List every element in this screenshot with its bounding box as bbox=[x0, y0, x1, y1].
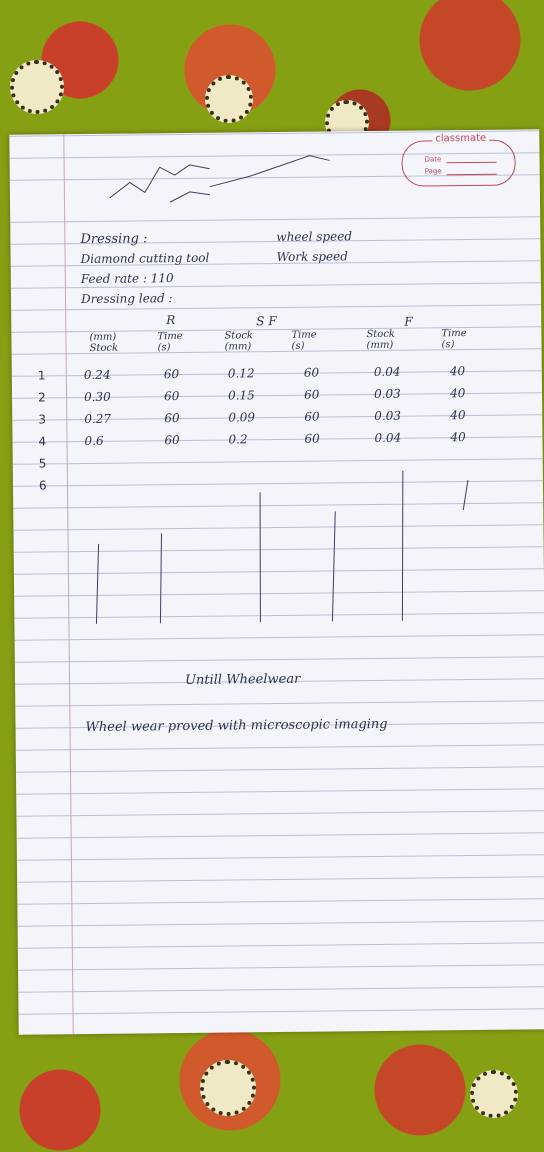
cell-sf-time: 60 bbox=[303, 387, 320, 402]
group-f: F bbox=[404, 314, 413, 329]
row-number: 6 bbox=[38, 478, 47, 493]
flower-pattern bbox=[205, 75, 253, 123]
cell-sf-time: 60 bbox=[304, 431, 320, 446]
feed-rate-line: Feed rate : 110 bbox=[80, 271, 174, 287]
cell-sf-stock: 0.12 bbox=[227, 366, 255, 381]
cell-r-stock: 0.27 bbox=[84, 411, 112, 427]
notebook-page bbox=[9, 129, 544, 1035]
col-head-sf-time: Time (s) bbox=[291, 329, 317, 352]
page-field-label: Page bbox=[424, 167, 442, 176]
cell-f-time: 40 bbox=[449, 364, 466, 379]
classmate-logo bbox=[401, 132, 515, 187]
col-head-sf-stock: Stock (mm) bbox=[224, 330, 254, 353]
note-wheel-wear-imaging: Wheel wear proved with microscopic imaging bbox=[85, 716, 388, 736]
flower-pattern bbox=[200, 1060, 256, 1116]
dressing-lead-line: Dressing lead : bbox=[80, 291, 173, 307]
dressing-heading: Dressing : bbox=[80, 231, 148, 248]
cell-r-time: 60 bbox=[164, 433, 180, 448]
cell-f-stock: 0.04 bbox=[374, 430, 402, 445]
group-r: R bbox=[166, 313, 176, 328]
cell-f-time: 40 bbox=[450, 408, 466, 423]
flower-pattern bbox=[10, 60, 64, 114]
continuation-marks bbox=[13, 449, 544, 635]
mountain-doodle bbox=[99, 145, 360, 208]
cell-sf-stock: 0.15 bbox=[227, 388, 255, 403]
row-number: 5 bbox=[38, 456, 47, 471]
col-head-r-time: Time (s) bbox=[157, 330, 183, 354]
cell-f-stock: 0.03 bbox=[374, 408, 402, 423]
flower-pattern bbox=[470, 1070, 518, 1118]
row-number: 1 bbox=[37, 368, 46, 383]
wheel-speed-line: wheel speed bbox=[276, 229, 353, 245]
cell-f-stock: 0.04 bbox=[373, 364, 401, 379]
col-head-f-time: Time (s) bbox=[441, 328, 467, 351]
cell-r-stock: 0.24 bbox=[83, 367, 111, 383]
cell-r-stock: 0.30 bbox=[83, 389, 111, 405]
note-until-wheelwear: Untill Wheelwear bbox=[184, 671, 301, 688]
col-head-r-stock: (mm) Stock bbox=[89, 331, 119, 354]
cell-f-stock: 0.03 bbox=[373, 386, 401, 401]
date-field-label: Date bbox=[424, 155, 442, 164]
work-speed-line: Work speed bbox=[276, 249, 348, 265]
cell-f-time: 40 bbox=[450, 430, 466, 445]
cell-sf-time: 60 bbox=[303, 365, 320, 380]
row-number: 4 bbox=[38, 434, 47, 449]
tool-line: Diamond cutting tool bbox=[80, 250, 210, 267]
cell-sf-time: 60 bbox=[304, 409, 320, 424]
cell-r-time: 60 bbox=[163, 389, 180, 404]
brand-name: classmate bbox=[432, 133, 489, 145]
cell-r-time: 60 bbox=[164, 411, 180, 426]
col-head-f-stock: Stock (mm) bbox=[366, 328, 396, 352]
cell-sf-stock: 0.09 bbox=[228, 410, 256, 425]
row-number: 2 bbox=[37, 390, 46, 405]
cell-r-time: 60 bbox=[163, 367, 180, 382]
row-number: 3 bbox=[38, 412, 46, 427]
cell-r-stock: 0.6 bbox=[84, 433, 104, 449]
cell-f-time: 40 bbox=[449, 386, 466, 401]
group-sf: S F bbox=[256, 314, 277, 329]
cell-sf-stock: 0.2 bbox=[228, 432, 248, 447]
